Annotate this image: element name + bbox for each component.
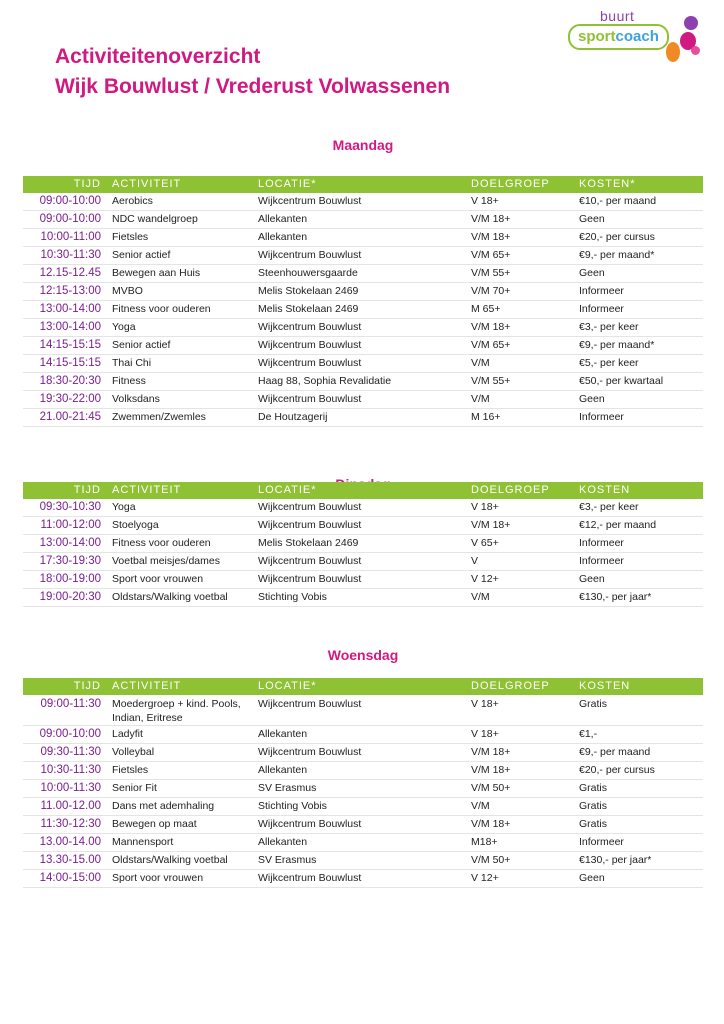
activity-cell: Senior actief [112,249,171,261]
table-header [23,176,703,193]
time-cell: 09:00-11:30 [40,698,101,710]
cost-cell: Geen [579,267,605,279]
time-cell: 17:30-19:30 [39,555,101,567]
header-activity: ACTIVITEIT [112,484,182,496]
table-row [23,589,703,607]
cost-cell: Informeer [579,555,624,567]
location-cell: Wijkcentrum Bouwlust [258,519,362,531]
table-row [23,499,703,517]
target-group-cell: V 18+ [471,698,499,710]
header-cost: KOSTEN [579,484,631,496]
cost-cell: €3,- per keer [579,321,639,333]
time-cell: 13.30-15.00 [39,854,101,866]
time-cell: 18:30-20:30 [39,375,101,387]
target-group-cell: V/M [471,591,490,603]
cost-cell: €130,- per jaar* [579,854,652,866]
logo-pill [568,24,669,50]
cost-cell: €130,- per jaar* [579,591,652,603]
table-row [23,211,703,229]
title-line-1: Activiteitenoverzicht [55,45,261,68]
target-group-cell: V 65+ [471,537,499,549]
cost-cell: Geen [579,573,605,585]
activity-cell: Oldstars/Walking voetbal [112,854,228,866]
location-cell: Wijkcentrum Bouwlust [258,746,362,758]
header-target-group: DOELGROEP [471,680,550,692]
target-group-cell: V 18+ [471,195,499,207]
target-group-cell: V/M 55+ [471,375,511,387]
time-cell: 10:00-11:30 [40,782,101,794]
location-cell: Wijkcentrum Bouwlust [258,195,362,207]
cost-cell: €20,- per cursus [579,231,655,243]
schedule-table [23,678,703,888]
activity-cell: Voetbal meisjes/dames [112,555,220,567]
activity-cell: Ladyfit [112,728,143,740]
target-group-cell: V/M [471,800,490,812]
target-group-cell: V/M 18+ [471,764,511,776]
target-group-cell: V/M 18+ [471,213,511,225]
location-cell: Allekanten [258,231,308,243]
table-row [23,373,703,391]
location-cell: Stichting Vobis [258,800,327,812]
table-row [23,816,703,834]
time-cell: 13:00-14:00 [39,537,101,549]
table-row [23,695,703,726]
activity-cell: Senior Fit [112,782,157,794]
cost-cell: €50,- per kwartaal [579,375,664,387]
logo-blob-magenta [691,46,700,55]
logo-coach-text: coach [615,28,659,45]
schedule-table [23,482,703,607]
table-header [23,482,703,499]
time-cell: 10:00-11:00 [40,231,101,243]
activity-cell: Fietsles [112,764,149,776]
activity-cell: Dans met ademhaling [112,800,215,812]
time-cell: 09:30-10:30 [39,501,101,513]
time-cell: 19:30-22:00 [39,393,101,405]
location-cell: Wijkcentrum Bouwlust [258,393,362,405]
time-cell: 14:15-15:15 [39,339,101,351]
time-cell: 11:30-12:30 [40,818,101,830]
time-cell: 13.00-14.00 [39,836,101,848]
cost-cell: Informeer [579,411,624,423]
time-cell: 18:00-19:00 [39,573,101,585]
time-cell: 09:30-11:30 [40,746,101,758]
title-line-2: Wijk Bouwlust / Vrederust Volwassenen [55,75,451,98]
location-cell: Wijkcentrum Bouwlust [258,573,362,585]
header-target-group: DOELGROEP [471,178,550,190]
table-row [23,319,703,337]
location-cell: Steenhouwersgaarde [258,267,358,279]
target-group-cell: V 12+ [471,872,499,884]
target-group-cell: V/M 65+ [471,249,511,261]
location-cell: Allekanten [258,764,308,776]
location-cell: Wijkcentrum Bouwlust [258,872,362,884]
activity-cell: Oldstars/Walking voetbal [112,591,228,603]
table-row [23,355,703,373]
table-row [23,301,703,319]
cost-cell: €9,- per maand* [579,249,655,261]
target-group-cell: M 65+ [471,303,501,315]
activity-cell: Yoga [112,321,136,333]
time-cell: 09:00-10:00 [39,213,101,225]
activity-cell: Bewegen op maat [112,818,197,830]
target-group-cell: V/M 50+ [471,782,511,794]
location-cell: Allekanten [258,728,308,740]
target-group-cell: V/M 18+ [471,746,511,758]
header-time: TIJD [73,178,101,190]
logo-blob-orange [666,42,680,62]
target-group-cell: V [471,555,479,567]
activity-cell: Fitness [112,375,146,387]
location-cell: Wijkcentrum Bouwlust [258,501,362,513]
cost-cell: €10,- per maand [579,195,657,207]
cost-cell: Gratis [579,800,608,812]
activity-cell: Moedergroep + kind. Pools, Indian, Eritrese [112,698,241,724]
time-cell: 21.00-21:45 [39,411,101,423]
table-row [23,337,703,355]
table-row [23,780,703,798]
header-location: LOCATIE* [258,484,317,496]
location-cell: Wijkcentrum Bouwlust [258,321,362,333]
time-cell: 13:00-14:00 [39,303,101,315]
location-cell: Wijkcentrum Bouwlust [258,698,362,710]
time-cell: 11:00-12:00 [40,519,101,531]
buurtsportcoach-logo [566,8,706,66]
target-group-cell: V 12+ [471,573,499,585]
target-group-cell: V/M 18+ [471,519,511,531]
day-title: Woensdag [327,647,399,663]
table-row [23,517,703,535]
location-cell: Wijkcentrum Bouwlust [258,555,362,567]
table-row [23,798,703,816]
cost-cell: Gratis [579,698,608,710]
logo-sport-text: sport [578,28,616,45]
header-cost: KOSTEN [579,680,631,692]
cost-cell: Informeer [579,537,624,549]
day-title: Maandag [332,137,394,153]
table-row [23,535,703,553]
time-cell: 09:00-10:00 [39,195,101,207]
schedule-table [23,176,703,427]
location-cell: Melis Stokelaan 2469 [258,303,359,315]
activity-cell: Fitness voor ouderen [112,303,211,315]
table-row [23,870,703,888]
activity-cell: Senior actief [112,339,171,351]
header-time: TIJD [73,484,101,496]
table-row [23,852,703,870]
location-cell: Haag 88, Sophia Revalidatie [258,375,392,387]
table-row [23,247,703,265]
target-group-cell: V/M 55+ [471,267,511,279]
table-row [23,571,703,589]
location-cell: Melis Stokelaan 2469 [258,285,359,297]
header-target-group: DOELGROEP [471,484,550,496]
header-location: LOCATIE* [258,178,317,190]
time-cell: 13:00-14:00 [39,321,101,333]
target-group-cell: V 18+ [471,501,499,513]
activity-cell: Volksdans [112,393,160,405]
location-cell: Stichting Vobis [258,591,327,603]
activity-cell: Zwemmen/Zwemles [112,411,206,423]
activity-cell: Aerobics [112,195,153,207]
activity-cell: Sport voor vrouwen [112,573,204,585]
cost-cell: €5,- per keer [579,357,639,369]
header-activity: ACTIVITEIT [112,680,182,692]
target-group-cell: M18+ [471,836,498,848]
activity-cell: Volleybal [112,746,155,758]
time-cell: 14:15-15:15 [39,357,101,369]
target-group-cell: M 16+ [471,411,501,423]
time-cell: 14:00-15:00 [39,872,101,884]
activity-cell: Yoga [112,501,136,513]
activity-cell: Mannensport [112,836,174,848]
table-row [23,391,703,409]
time-cell: 19:00-20:30 [39,591,101,603]
location-cell: De Houtzagerij [258,411,328,423]
time-cell: 12:15-13:00 [39,285,101,297]
activity-cell: MVBO [112,285,143,297]
location-cell: Wijkcentrum Bouwlust [258,357,362,369]
header-cost: KOSTEN* [579,178,636,190]
table-row [23,834,703,852]
target-group-cell: V/M 18+ [471,818,511,830]
target-group-cell: V 18+ [471,728,499,740]
header-activity: ACTIVITEIT [112,178,182,190]
cost-cell: Geen [579,393,605,405]
time-cell: 09:00-10:00 [39,728,101,740]
activity-cell: Thai Chi [112,357,152,369]
table-row [23,553,703,571]
activity-cell: Fitness voor ouderen [112,537,211,549]
page-title [55,42,450,102]
table-row [23,283,703,301]
time-cell: 10:30-11:30 [40,249,101,261]
table-row [23,265,703,283]
location-cell: Wijkcentrum Bouwlust [258,249,362,261]
cost-cell: Informeer [579,836,624,848]
location-cell: SV Erasmus [258,854,317,866]
target-group-cell: V/M 18+ [471,321,511,333]
activity-cell: Sport voor vrouwen [112,872,204,884]
cost-cell: €12,- per maand [579,519,657,531]
target-group-cell: V/M [471,357,490,369]
time-cell: 10:30-11:30 [40,764,101,776]
cost-cell: €20,- per cursus [579,764,655,776]
cost-cell: Informeer [579,303,624,315]
table-row [23,726,703,744]
time-cell: 11.00-12.00 [40,800,101,812]
location-cell: Wijkcentrum Bouwlust [258,818,362,830]
logo-top-text: buurt [600,8,635,24]
table-row [23,229,703,247]
location-cell: Allekanten [258,836,308,848]
table-header [23,678,703,695]
time-cell: 12.15-12.45 [39,267,101,279]
table-row [23,193,703,211]
activity-cell: NDC wandelgroep [112,213,198,225]
cost-cell: €9,- per maand [579,746,651,758]
location-cell: Allekanten [258,213,308,225]
table-row [23,744,703,762]
cost-cell: €9,- per maand* [579,339,655,351]
location-cell: Melis Stokelaan 2469 [258,537,359,549]
activity-cell: Bewegen aan Huis [112,267,201,279]
activity-cell: Fietsles [112,231,149,243]
location-cell: SV Erasmus [258,782,317,794]
target-group-cell: V/M [471,393,490,405]
cost-cell: €3,- per keer [579,501,639,513]
cost-cell: Gratis [579,818,608,830]
target-group-cell: V/M 18+ [471,231,511,243]
target-group-cell: V/M 65+ [471,339,511,351]
cost-cell: Gratis [579,782,608,794]
target-group-cell: V/M 70+ [471,285,511,297]
cost-cell: Informeer [579,285,624,297]
table-row [23,762,703,780]
location-cell: Wijkcentrum Bouwlust [258,339,362,351]
header-time: TIJD [73,680,101,692]
cost-cell: Geen [579,872,605,884]
table-row [23,409,703,427]
target-group-cell: V/M 50+ [471,854,511,866]
header-location: LOCATIE* [258,680,317,692]
logo-blob-purple [684,16,698,30]
cost-cell: Geen [579,213,605,225]
activity-cell: Stoelyoga [112,519,159,531]
cost-cell: €1,- [579,728,598,740]
